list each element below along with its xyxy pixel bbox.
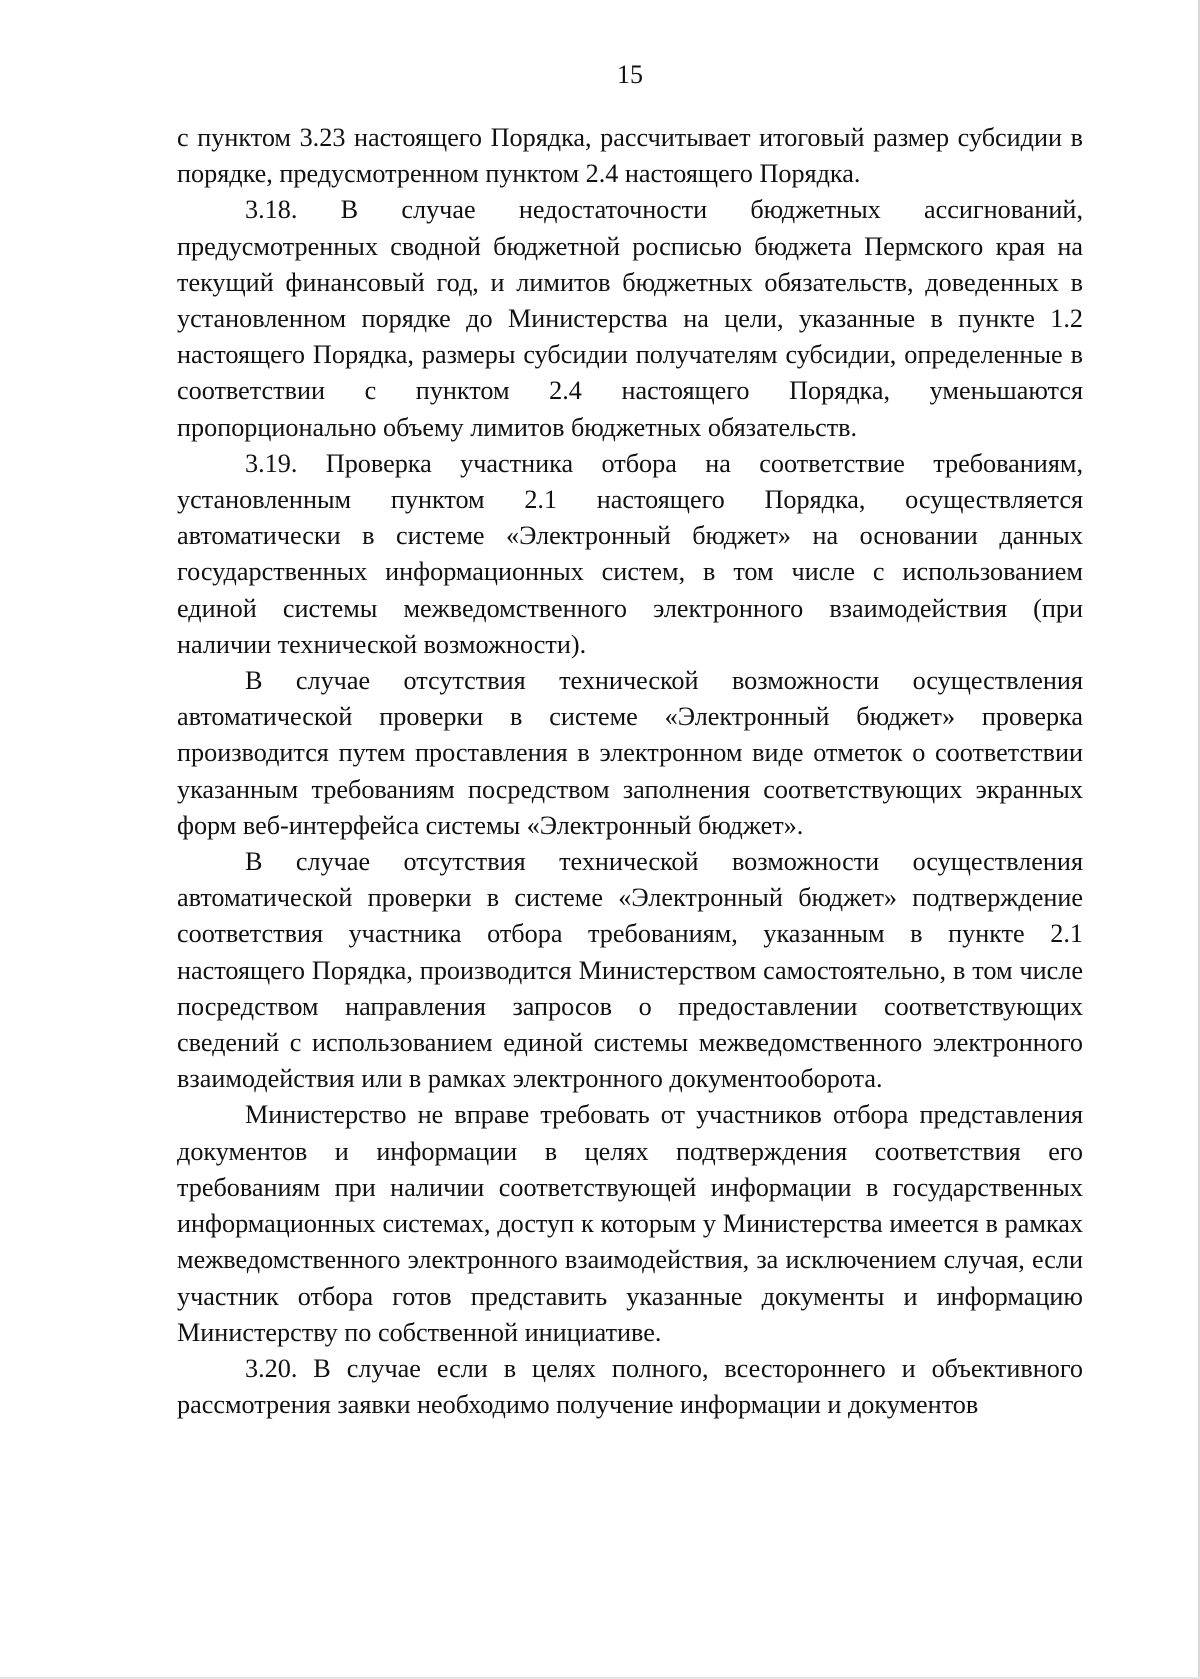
paragraph-3-19: 3.19. Проверка участника отбора на соответствие требованиям, установленным пунктом 2.1 настоящего Порядка, осуществляется автоматически в системе «Электронный бюджет» на основании данных государственных информационных систем, в том числе с использованием единой системы межведомственного электронного взаимодействия (при наличии технической возможности). xyxy=(177,448,1083,659)
paragraph-continuation: с пунктом 3.23 настоящего Порядка, рассчитывает итоговый размер субсидии в порядке, предусмотренном пунктом 2.4 настоящего Порядка. xyxy=(177,123,1083,189)
paragraph-3-18: 3.18. В случае недостаточности бюджетных ассигнований, предусмотренных сводной бюджетной росписью бюджета Пермского края на текущий финансовый год, и лимитов бюджетных обязательств, доведенных в установленном порядке до Министерства на цели, указанные в пункте 1.2 настоящего Порядка, размеры субсидии получателям субсидии, определенные в соответствии с пунктом 2.4 настоящего Порядка, уменьшаются пропорционально объему лимитов бюджетных обязательств. xyxy=(177,195,1083,442)
paragraph-3-20: 3.20. В случае если в целях полного, всестороннего и объективного рассмотрения заявки необходимо получение информации и документов xyxy=(177,1353,1083,1420)
body-text xyxy=(177,120,1083,1423)
paragraph-manual-check: В случае отсутствия технической возможности осуществления автоматической проверки в системе «Электронный бюджет» проверка производится путем проставления в электронном виде отметок о соответствии указанным требованиям посредством заполнения соответствующих экранных форм веб-интерфейса системы «Электронный бюджет». xyxy=(177,666,1083,840)
paragraph-ministry-check: В случае отсутствия технической возможности осуществления автоматической проверки в системе «Электронный бюджет» подтверждение соответствия участника отбора требованиям, указанным в пункте 2.1 настоящего Порядка, производится Министерством самостоятельно, в том числе посредством направления запросов о предоставлении соответствующих сведений с использованием единой системы межведомственного электронного взаимодействия или в рамках электронного документооборота. xyxy=(177,847,1083,1094)
paragraph-ministry-rights: Министерство не вправе требовать от участников отбора представления документов и информации в целях подтверждения соответствия его требованиям при наличии соответствующей информации в государственных информационных системах, доступ к которым у Министерства имеется в рамках межведомственного электронного взаимодействия, за исключением случая, если участник отбора готов представить указанные документы и информацию Министерству по собственной инициативе. xyxy=(177,1100,1083,1347)
page-number: 15 xyxy=(617,60,643,89)
